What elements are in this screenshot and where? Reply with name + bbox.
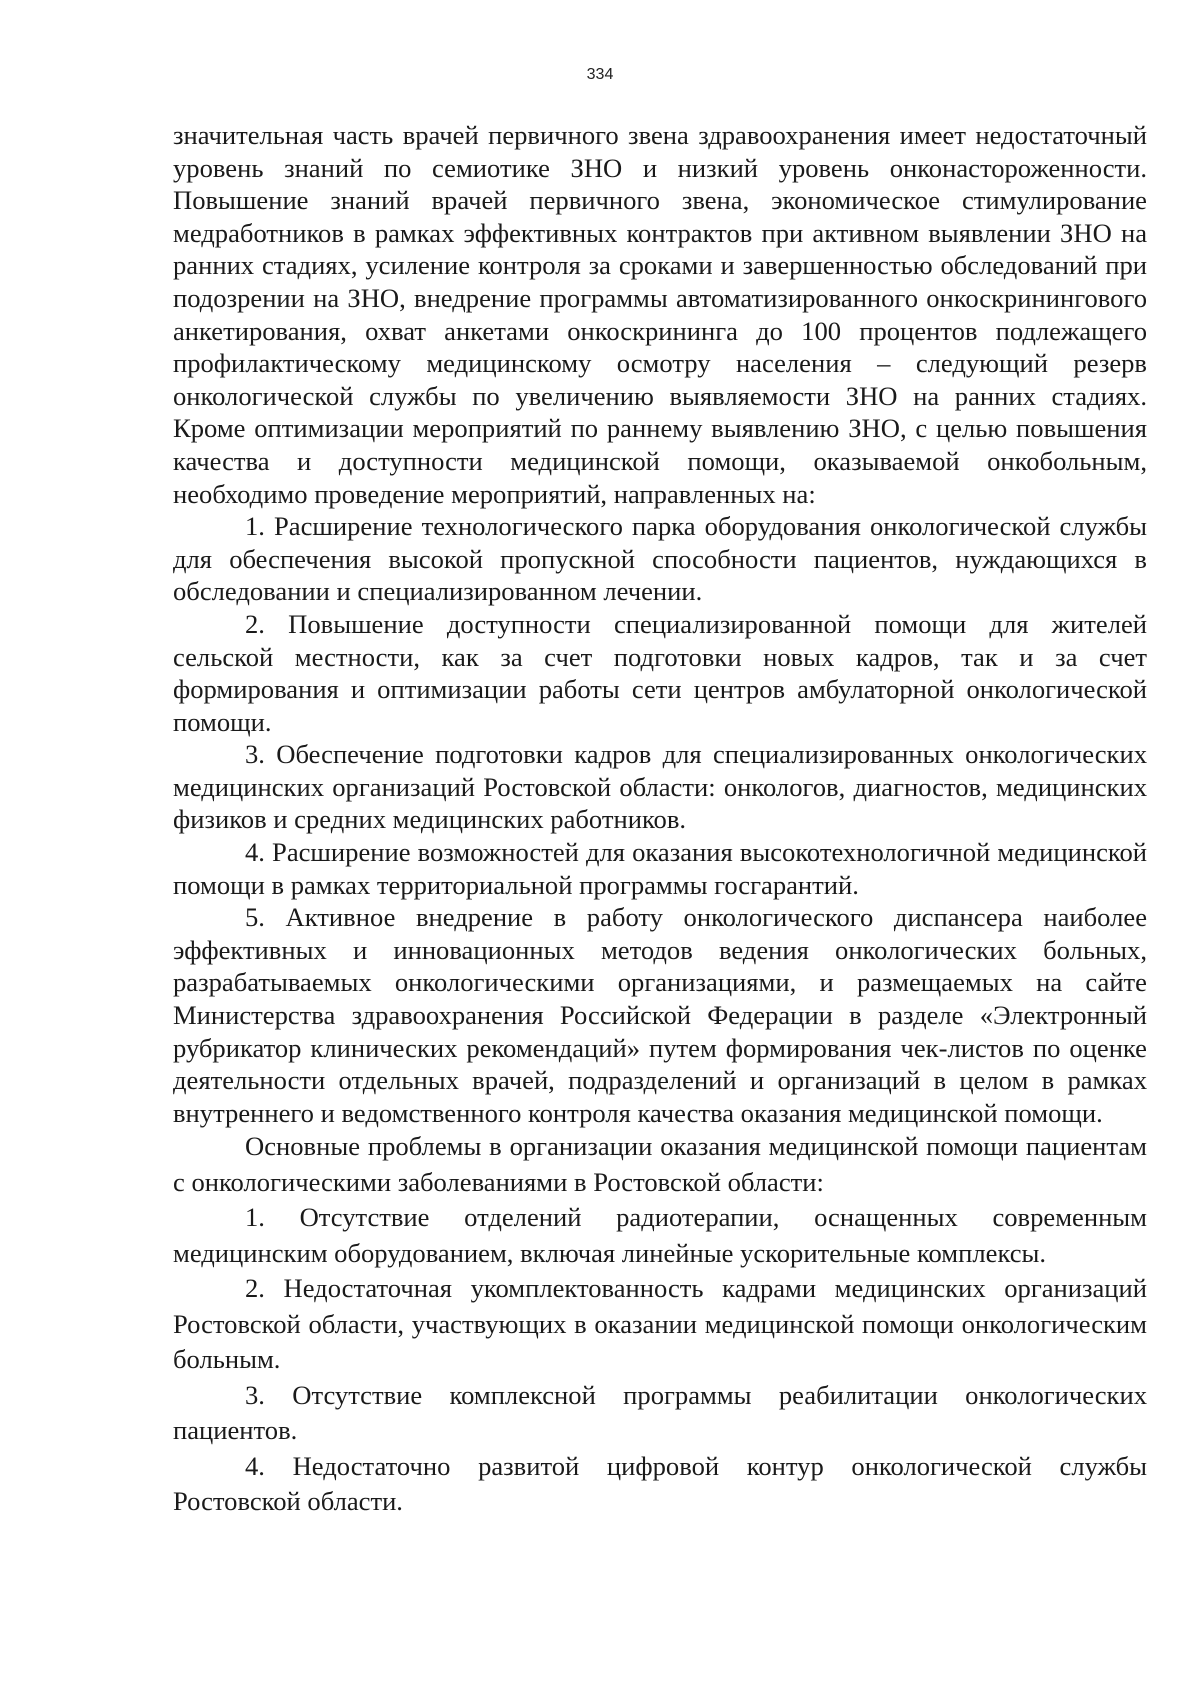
page-number: 334 (586, 66, 614, 83)
measure-item-5: 5. Активное внедрение в работу онкологического диспансера наиболее эффективных и инновационных методов ведения онкологических больных, разрабатываемых онкологическими организациями, и размещаемых на сайте Министерства здравоохранения Российской Федерации в разделе «Электронный рубрикатор клинических рекомендаций» путем формирования чек-листов по оценке деятельности отдельных врачей, подразделений и организаций в целом в рамках внутреннего и ведомственного контроля качества оказания медицинской помощи. (173, 902, 1147, 1128)
problem-item-2: 2. Недостаточная укомплектованность кадрами медицинских организаций Ростовской области, участвующих в оказании медицинской помощи онкологическим больным. (173, 1273, 1147, 1375)
measure-item-4: 4. Расширение возможностей для оказания высокотехнологичной медицинской помощи в рамках территориальной программы госгарантий. (173, 837, 1147, 900)
problem-item-1: 1. Отсутствие отделений радиотерапии, оснащенных современным медицинским оборудованием, включая линейные ускорительные комплексы. (173, 1202, 1147, 1268)
measure-item-3: 3. Обеспечение подготовки кадров для специализированных онкологических медицинских организаций Ростовской области: онкологов, диагностов, медицинских физиков и средних медицинских работников. (173, 739, 1147, 835)
document-body (173, 119, 1147, 1520)
intro-paragraph: значительная часть врачей первичного звена здравоохранения имеет недостаточный уровень знаний по семиотике ЗНО и низкий уровень онконастороженности. Повышение знаний врачей первичного звена, экономическое стимулирование медработников в рамках эффективных контрактов при активном выявлении ЗНО на ранних стадиях, усиление контроля за сроками и завершенностью обследований при подозрении на ЗНО, внедрение программы автоматизированного онкоскринингового анкетирования, охват анкетами онкоскрининга до 100 процентов подлежащего профилактическому медицинскому осмотру населения – следующий резерв онкологической службы по увеличению выявляемости ЗНО на ранних стадиях. Кроме оптимизации мероприятий по раннему выявлению ЗНО, с целью повышения качества и доступности медицинской помощи, оказываемой онкобольным, необходимо проведение мероприятий, направленных на: (173, 120, 1147, 509)
text-block-problems (173, 1129, 1147, 1520)
measure-item-1: 1. Расширение технологического парка оборудования онкологической службы для обеспечения высокой пропускной способности пациентов, нуждающихся в обследовании и специализированном лечении. (173, 511, 1147, 607)
text-block-measures (173, 119, 1147, 1129)
measure-item-2: 2. Повышение доступности специализированной помощи для жителей сельской местности, как за счет подготовки новых кадров, так и за счет формирования и оптимизации работы сети центров амбулаторной онкологической помощи. (173, 608, 1147, 737)
problem-item-4: 4. Недостаточно развитой цифровой контур онкологической службы Ростовской области. (173, 1450, 1147, 1517)
problems-intro: Основные проблемы в организации оказания медицинской помощи пациентам с онкологическими заболеваниями в Ростовской области: (173, 1131, 1147, 1197)
problem-item-3: 3. Отсутствие комплексной программы реабилитации онкологических пациентов. (173, 1379, 1147, 1446)
